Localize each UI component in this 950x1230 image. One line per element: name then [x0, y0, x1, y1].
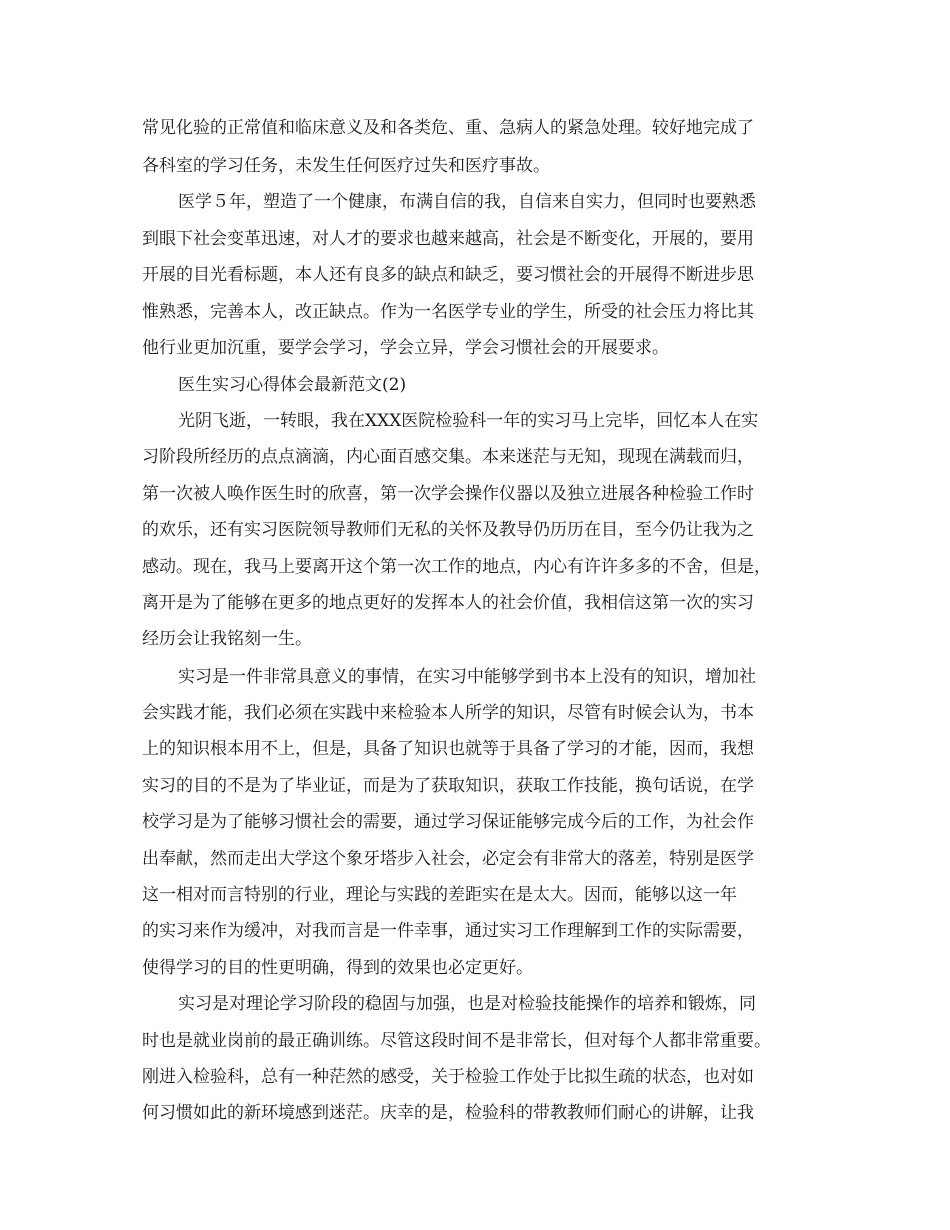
text-line: 第一次被人唤作医生时的欣喜，第一次学会操作仪器以及独立进展各种检验工作时	[142, 484, 754, 504]
text-line: 感动。现在，我马上要离开这个第一次工作的地点，内心有许许多多的不舍，但是，	[142, 557, 771, 577]
text-line: 这一相对而言特别的行业，理论与实践的差距实在是太大。因而，能够以这一年	[142, 885, 737, 905]
text-line: 到眼下社会变革迅速，对人才的要求也越来越高，社会是不断变化，开展的，要用	[142, 229, 754, 249]
text-line: 开展的目光看标题，本人还有良多的缺点和缺乏，要习惯社会的开展得不断进步思	[142, 265, 754, 285]
text-line: 刚进入检验科，总有一种茫然的感受，关于检验工作处于比拟生疏的状态，也对如	[142, 1067, 754, 1087]
text-line: 常见化验的正常值和临床意义及和各类危、重、急病人的紧急处理。较好地完成了	[142, 118, 754, 138]
section-heading: 医生实习心得体会最新范文(2)	[178, 375, 407, 395]
text-line: 离开是为了能够在更多的地点更好的发挥本人的社会价值，我相信这第一次的实习	[142, 593, 754, 613]
text-line: 实习是对理论学习阶段的稳固与加强，也是对检验技能操作的培养和锻炼，同	[178, 994, 756, 1014]
text-line: 的欢乐，还有实习医院领导教师们无私的关怀及教导仍历历在目，至今仍让我为之	[142, 520, 754, 540]
text-line: 他行业更加沉重，要学会学习，学会立异，学会习惯社会的开展要求。	[142, 338, 669, 358]
text-line: 光阴飞逝，一转眼，我在XXX医院检验科一年的实习马上完毕，回忆本人在实	[178, 411, 759, 431]
text-line: 惟熟悉，完善本人，改正缺点。作为一名医学专业的学生，所受的社会压力将比其	[142, 302, 754, 322]
text-line: 何习惯如此的新环境感到迷茫。庆幸的是，检验科的带教教师们耐心的讲解，让我	[142, 1103, 754, 1123]
text-line: 的实习来作为缓冲，对我而言是一件幸事，通过实习工作理解到工作的实际需要，	[142, 921, 754, 941]
text-line: 习阶段所经历的点点滴滴，内心面百感交集。本来迷茫与无知，现现在满载而归，	[142, 447, 754, 467]
text-line: 医学５年，塑造了一个健康，布满自信的我，自信来自实力，但同时也要熟悉	[178, 192, 756, 212]
text-line: 实习是一件非常具意义的事情，在实习中能够学到书本上没有的知识，增加社	[178, 667, 756, 687]
text-line: 各科室的学习任务，未发生任何医疗过失和医疗事故。	[142, 156, 550, 176]
text-line: 时也是就业岗前的最正确训练。尽管这段时间不是非常长，但对每个人都非常重要。	[142, 1031, 771, 1051]
text-line: 使得学习的目的性更明确，得到的效果也必定更好。	[142, 958, 533, 978]
text-line: 实习的目的不是为了毕业证，而是为了获取知识，获取工作技能，换句话说，在学	[142, 776, 754, 796]
text-line: 经历会让我铭刻一生。	[142, 629, 312, 649]
text-line: 上的知识根本用不上，但是，具备了知识也就等于具备了学习的才能，因而，我想	[142, 739, 754, 759]
text-line: 出奉献，然而走出大学这个象牙塔步入社会，必定会有非常大的落差，特别是医学	[142, 849, 754, 869]
text-line: 校学习是为了能够习惯社会的需要，通过学习保证能够完成今后的工作，为社会作	[142, 812, 754, 832]
text-line: 会实践才能，我们必须在实践中来检验本人所学的知识，尽管有时候会认为，书本	[142, 703, 754, 723]
